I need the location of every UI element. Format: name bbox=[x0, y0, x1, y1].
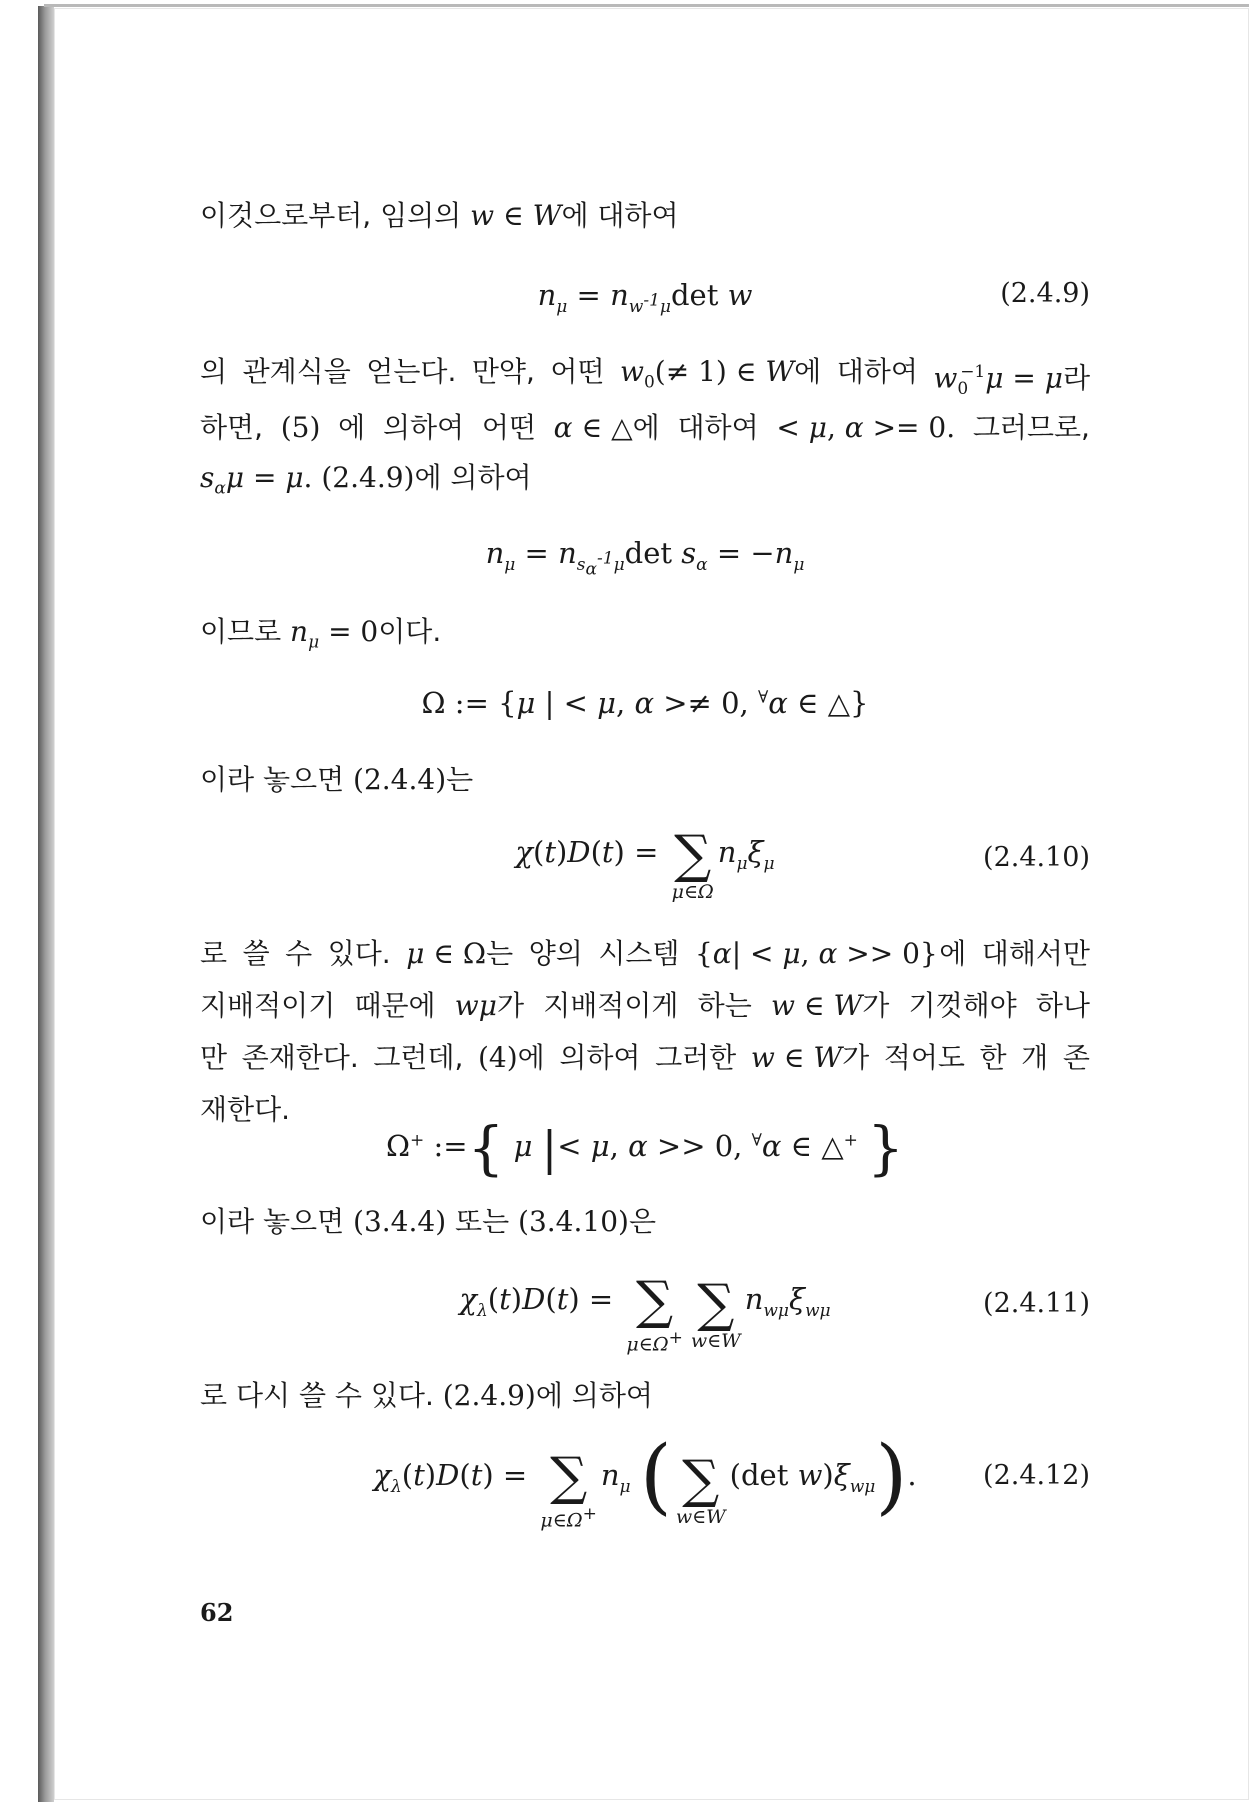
equation-omega-plus-definition: Ω+ :={ μ |< μ, α >> 0, ∀α ∈ △+ } bbox=[385, 1114, 905, 1182]
text-line-7: 로 쓸 수 있다. μ ∈ Ω는 양의 시스템 {α| < μ, α >> 0} 에 대해서만 bbox=[200, 937, 1090, 970]
equation-number: (2.4.9) bbox=[1000, 278, 1090, 309]
book-top-edge bbox=[44, 4, 1249, 7]
text-line-9: 만 존재한다. 그런데, (4)에 의하여 그러한 w ∈ W가 적어도 한 개 존 bbox=[200, 1041, 1090, 1074]
text-line-2: 의 관계식을 얻는다. 만약, 어떤 $w_0(\ne 1)$ ∈ W에 대하여 $w_0^{-1}\mu = \mu$라 bbox=[200, 355, 1090, 399]
text-line-1: 이것으로부터, 임의의 w ∈ W에 대하여 bbox=[200, 199, 679, 232]
text-line-4: $s_\alpha\mu = \mu$. (2.4.9)에 의하여 bbox=[200, 461, 532, 499]
equation-n-mu-s-alpha: $n_\mu = n_{s_\alpha^{-1}\mu}\det$ $s_\alpha = -n_\mu$ bbox=[485, 536, 805, 580]
text-line-12: 로 다시 쓸 수 있다. (2.4.9)에 의하여 bbox=[200, 1379, 653, 1412]
text-line-3: 하면, (5) 에 의하여 어떤 α ∈ △에 대하여 < μ, α >= 0. 그러므로, bbox=[200, 411, 1090, 444]
equation-number: (2.4.11) bbox=[983, 1288, 1090, 1319]
equation-2-4-12: $\chi_\lambda(t)D(t)$ = ∑ μ∈Ω+ $n_\mu$ ( ∑ w∈W (det $w)\xi_{w\mu}$). (2.4.12) bbox=[373, 1429, 1090, 1532]
text-line-5: 이므로 $n_\mu = 0$이다. bbox=[200, 615, 442, 653]
text-line-10: 재한다. bbox=[200, 1093, 291, 1126]
page-number: 62 bbox=[200, 1598, 234, 1627]
equation-2-4-11: $\chi_\lambda(t)D(t)$ = ∑ μ∈Ω+ ∑ w∈W $n_{w\mu}\xi_{w\mu}$ (2.4.11) bbox=[459, 1271, 1090, 1356]
equation-number: (2.4.12) bbox=[983, 1460, 1090, 1491]
equation-2-4-10: χ(t)D(t) = ∑ μ∈Ω $n_\mu\xi_\mu$ (2.4.10) bbox=[515, 825, 1090, 903]
equation-number: (2.4.10) bbox=[983, 842, 1090, 873]
equation-2-4-9: $n_\mu = n_{w^{-1}\mu}\det$ w (2.4.9) bbox=[537, 278, 1090, 317]
text-line-8: 지배적이기 때문에 wμ가 지배적이게 하는 w ∈ W가 기껏해야 하나 bbox=[200, 989, 1090, 1022]
book-spine-edge bbox=[38, 6, 54, 1802]
text-line-11: 이라 놓으면 (3.4.4) 또는 (3.4.10)은 bbox=[200, 1205, 657, 1238]
equation-omega-definition: Ω := {μ | < μ, α >≠ 0, ∀α ∈ △} bbox=[421, 686, 869, 720]
text-line-6: 이라 놓으면 (2.4.4)는 bbox=[200, 763, 474, 796]
